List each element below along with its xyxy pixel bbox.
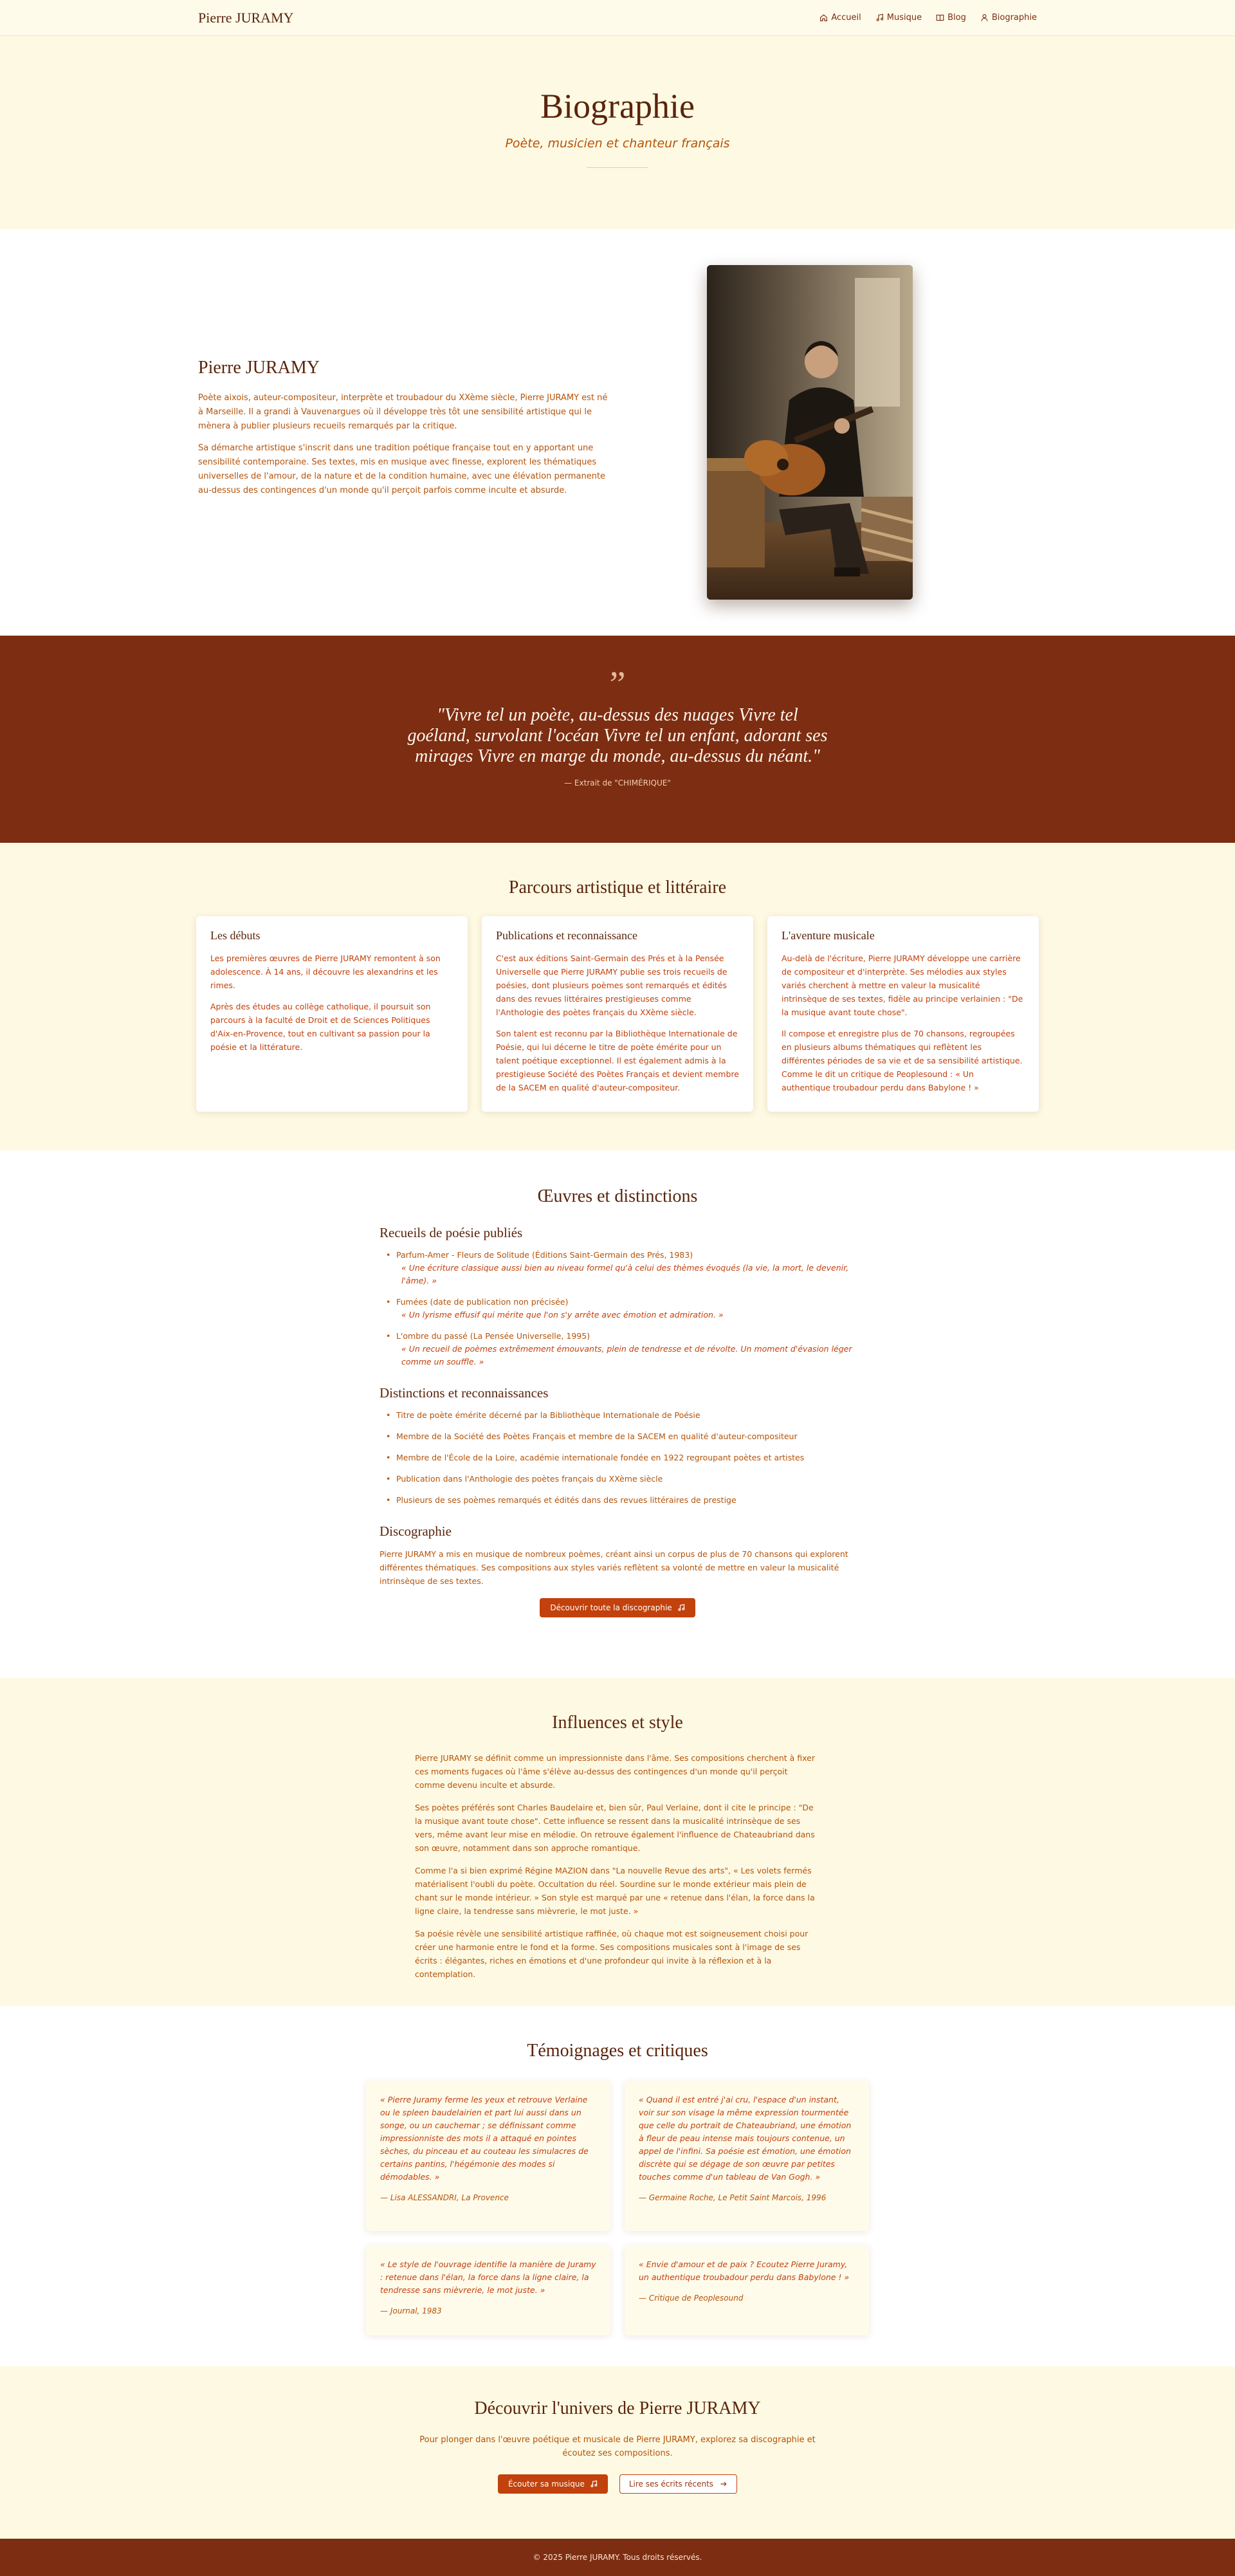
card-paragraph: Son talent est reconnu par la Bibliothèque Internationale de Poésie, qui lui décerne le titre de poète émérite pour un talent poétique exceptionnel. Il est également admis à la prestigieuse Société des Poètes Français et devient membre de la SACEM en qualité d'auteur-compositeur. bbox=[496, 1029, 739, 1092]
list-item: • Fumées (date de publication non précisée) « Un lyrisme effusif qui mérite que l'on s'y arrête avec émotion et admiration. » bbox=[396, 1296, 855, 1321]
quote-text: "Vivre tel un poète, au-dessus des nuages Vivre tel goéland, survolant l'océan Vivre tel un enfant, adorant ses mirages Vivre en marge du monde, au-dessus du néant." bbox=[407, 705, 828, 766]
distinctions-heading: Distinctions et reconnaissances bbox=[380, 1385, 549, 1401]
list-item: • Membre de la Société des Poètes Français et membre de la SACEM en qualité d'auteur-compositeur bbox=[396, 1430, 855, 1443]
testimonial-card bbox=[366, 2245, 610, 2335]
home-icon bbox=[819, 14, 828, 22]
music-icon bbox=[590, 2480, 598, 2488]
testimonial-author: — Lisa ALESSANDRI, La Provence bbox=[380, 2193, 509, 2202]
oeuvres-content bbox=[380, 1225, 855, 1617]
influence-paragraph: Comme l'a si bien exprimé Régine MAZION dans "La nouvelle Revue des arts", « Les volets fermés matérialisent l'oubli du poète. Occultation du réel. Sourdine sur le monde extérieur mais plein de chant sur le monde intérieur. » Son style est marqué par une « retenue dans l'élan, la force dans la ligne claire, la tendresse sans mièvrerie, le mot juste. » bbox=[415, 1866, 815, 1916]
recueils-heading: Recueils de poésie publiés bbox=[380, 1225, 523, 1240]
discover-buttons bbox=[0, 2474, 1235, 2494]
card-title: Publications et reconnaissance bbox=[496, 929, 637, 942]
testimonial-text: « Pierre Juramy ferme les yeux et retrouve Verlaine ou le spleen baudelairien et part lui aussi dans un songe, ou un cauchemar ; se définissant comme impressionniste des mots il a attaqué en pointes sèches, du pinceau et au couteau les simulacres de certains pantins, l'hégémonie des modes si démodables. » bbox=[380, 2095, 589, 2182]
section-title: Découvrir l'univers de Pierre JURAMY bbox=[474, 2398, 761, 2418]
review-quote: « Un lyrisme effusif qui mérite que l'on s'y arrête avec émotion et admiration. » bbox=[401, 1310, 724, 1320]
book-icon bbox=[936, 14, 944, 22]
temoignages-section bbox=[0, 2006, 1235, 2366]
user-icon bbox=[980, 14, 989, 22]
quote-source: — Extrait de "CHIMÉRIQUE" bbox=[564, 778, 671, 787]
listen-music-button[interactable]: Écouter sa musique bbox=[498, 2474, 608, 2494]
site-footer bbox=[0, 2539, 1235, 2576]
hero-section bbox=[0, 36, 1235, 229]
parcours-cards bbox=[0, 916, 1235, 1112]
read-writings-button[interactable]: Lire ses écrits récents bbox=[619, 2474, 737, 2494]
testimonial-text: « Le style de l'ouvrage identifie la manière de Juramy : retenue dans l'élan, la force dans la ligne claire, la tendresse sans mièvrerie, le mot juste. » bbox=[380, 2259, 596, 2295]
quote-section bbox=[0, 636, 1235, 843]
hero-divider bbox=[587, 167, 648, 168]
influences-content bbox=[415, 1751, 820, 1981]
copyright-text: © 2025 Pierre JURAMY. Tous droits réservés. bbox=[533, 2553, 702, 2562]
testimonial-text: « Envie d'amour et de paix ? Ecoutez Pierre Juramy, un authentique troubadour perdu dans Babylone ! » bbox=[639, 2259, 850, 2282]
card-title: Les débuts bbox=[210, 929, 261, 942]
music-icon bbox=[677, 1604, 685, 1612]
testimonial-text: « Quand il est entré j'ai cru, l'espace d'un instant, voir sur son visage la même expression tourmentée que celle du portrait de Chateaubriand, une émotion à fleur de peau intense mais toujours contenue, un appel de l'infini. Sa poésie est émotion, une émotion discrète qui se dégage de son œuvre par petites touches comme d'un tableau de Van Gogh. » bbox=[639, 2095, 852, 2182]
card-paragraph: C'est aux éditions Saint-Germain des Prés et à la Pensée Universelle que Pierre JURAMY publie ses trois recueils de poésies, dont plusieurs poèmes sont remarqués et édités dans des revues littéraires prestigieuses comme l'Anthologie des poètes français du XXème siècle. bbox=[496, 953, 727, 1017]
parcours-card bbox=[196, 916, 468, 1112]
distinctions-list bbox=[380, 1409, 855, 1507]
testimonial-card bbox=[625, 2081, 869, 2231]
guitarist-photo-illustration bbox=[707, 265, 913, 600]
influence-paragraph: Pierre JURAMY se définit comme un impressionniste dans l'âme. Ses compositions cherchent à fixer ces moments fugaces où l'âme s'élève au-dessus des contingences d'un monde qu'il perçoit comme devenu inculte et absurde. bbox=[415, 1753, 815, 1790]
testimonial-card bbox=[625, 2245, 869, 2335]
site-brand[interactable]: Pierre JURAMY bbox=[198, 9, 294, 26]
testimonial-author: — Germaine Roche, Le Petit Saint Marcois, 1996 bbox=[639, 2193, 827, 2202]
card-paragraph: Il compose et enregistre plus de 70 chansons, regroupées en plusieurs albums thématiques qui reflètent les différentes périodes de sa vie et de sa sensibilité artistique. Comme le dit un critique de Peoplesound : « Un authentique troubadour perdu dans Babylone ! » bbox=[782, 1029, 1023, 1092]
portrait-photo bbox=[707, 265, 913, 600]
discover-text: Pour plonger dans l'œuvre poétique et musicale de Pierre JURAMY, explorez sa discographie et écoutez ses compositions. bbox=[419, 2435, 816, 2458]
about-text bbox=[198, 358, 610, 506]
review-quote: « Un recueil de poèmes extrêmement émouvants, plein de tendresse et de révolte. Un moment d'évasion léger comme un souffle. » bbox=[401, 1344, 852, 1366]
list-item: • Membre de l'École de la Loire, académie internationale fondée en 1922 regroupant poètes et artistes bbox=[396, 1451, 855, 1464]
nav-link-blog[interactable]: Blog bbox=[936, 13, 966, 23]
list-item: • Titre de poète émérite décerné par la Bibliothèque Internationale de Poésie bbox=[396, 1409, 855, 1422]
testimonial-author: — Critique de Peoplesound bbox=[639, 2294, 744, 2303]
list-item: • Parfum-Amer - Fleurs de Solitude (Éditions Saint-Germain des Prés, 1983) « Une écriture classique aussi bien au niveau formel qu'à celui des thèmes évoqués (la vie, la mort, le devenir, l'âme). » bbox=[396, 1249, 855, 1287]
influence-paragraph: Ses poètes préférés sont Charles Baudelaire et, bien sûr, Paul Verlaine, dont il cite le principe : "De la musique avant toute chose". Cette influence se ressent dans la musicalité intrinsèque de ses vers, même avant leur mise en mélodie. On retrouve également l'influence de Chateaubriand dans son œuvre, notamment dans son approche romantique. bbox=[415, 1803, 815, 1853]
parcours-card bbox=[767, 916, 1039, 1112]
nav-links bbox=[819, 13, 1037, 23]
testimonial-author: — Journal, 1983 bbox=[380, 2306, 442, 2315]
list-item: • Plusieurs de ses poèmes remarqués et édités dans des revues littéraires de prestige bbox=[396, 1494, 855, 1507]
oeuvres-section bbox=[0, 1150, 1235, 1678]
influences-section bbox=[0, 1678, 1235, 2006]
top-nav bbox=[0, 0, 1235, 36]
nav-link-musique[interactable]: Musique bbox=[875, 13, 922, 23]
discography-button[interactable]: Découvrir toute la discographie bbox=[540, 1598, 695, 1617]
page-subtitle: Poète, musicien et chanteur français bbox=[505, 136, 730, 151]
card-paragraph: Au-delà de l'écriture, Pierre JURAMY développe une carrière de compositeur et d'interprète. Ses mélodies aux styles variés cherchent à mettre en valeur la musicalité intrinsèque de ses textes, fidèle au principe verlainien : "De la musique avant toute chose". bbox=[782, 953, 1023, 1017]
card-paragraph: Après des études au collège catholique, il poursuit son parcours à la faculté de Droit et de Sciences Politiques d'Aix-en-Provence, tout en cultivant sa passion pour la poésie et la littérature. bbox=[210, 1002, 431, 1052]
section-title: Influences et style bbox=[552, 1713, 683, 1733]
testimonial-card bbox=[366, 2081, 610, 2231]
influence-paragraph: Sa poésie révèle une sensibilité artistique raffinée, où chaque mot est soigneusement choisi pour créer une harmonie entre le fond et la forme. Ses compositions musicales sont à l'image de ses écrits : élégantes, riches en émotions et d'une profondeur qui invite à la réflexion et à la contemplation. bbox=[415, 1929, 809, 1979]
review-quote: « Une écriture classique aussi bien au niveau formel qu'à celui des thèmes évoqués (la vie, la mort, le devenir, l'âme). » bbox=[401, 1263, 849, 1285]
discover-section bbox=[0, 2366, 1235, 2539]
nav-link-accueil[interactable]: Accueil bbox=[819, 13, 861, 23]
about-section bbox=[0, 229, 1235, 636]
section-title: Œuvres et distinctions bbox=[537, 1186, 698, 1206]
card-paragraph: Les premières œuvres de Pierre JURAMY remontent à son adolescence. À 14 ans, il découvre les alexandrins et les rimes. bbox=[210, 953, 441, 990]
section-title: Témoignages et critiques bbox=[527, 2041, 708, 2061]
page-title: Biographie bbox=[540, 87, 695, 125]
discographie-heading: Discographie bbox=[380, 1523, 452, 1539]
discographie-text: Pierre JURAMY a mis en musique de nombreux poèmes, créant ainsi un corpus de plus de 70 chansons qui explorent différentes thématiques. Ses compositions aux styles variés reflètent sa volonté de mettre en valeur la musicalité intrinsèque de ses textes. bbox=[380, 1549, 848, 1586]
list-item: • L'ombre du passé (La Pensée Universelle, 1995) « Un recueil de poèmes extrêmement émouvants, plein de tendresse et de révolte. Un moment d'évasion léger comme un souffle. » bbox=[396, 1330, 855, 1368]
arrow-right-icon bbox=[720, 2480, 727, 2488]
about-paragraph: Sa démarche artistique s'inscrit dans une tradition poétique française tout en y apportant une sensibilité contemporaine. Ses textes, mis en musique avec finesse, explorent les thématiques universelles de l'amour, de la nature et de la condition humaine, avec une élévation permanente au-dessus des contingences d'un monde qu'il perçoit parfois comme inculte et absurde. bbox=[198, 443, 606, 495]
about-paragraph: Poète aixois, auteur-compositeur, interprète et troubadour du XXème siècle, Pierre JURAMY est né à Marseille. Il a grandi à Vauvenargues où il développe très tôt une sensibilité artistique qui le mènera à publier plusieurs recueils remarqués par la critique. bbox=[198, 393, 608, 431]
list-item: • Publication dans l'Anthologie des poètes français du XXème siècle bbox=[396, 1473, 855, 1486]
recueils-list bbox=[380, 1249, 855, 1368]
quote-icon: ” bbox=[609, 665, 626, 704]
nav-link-biographie[interactable]: Biographie bbox=[980, 13, 1037, 23]
testimonials-grid bbox=[366, 2081, 869, 2335]
parcours-section bbox=[0, 843, 1235, 1150]
about-name: Pierre JURAMY bbox=[198, 358, 320, 378]
parcours-card bbox=[482, 916, 753, 1112]
card-title: L'aventure musicale bbox=[782, 929, 875, 942]
section-title: Parcours artistique et littéraire bbox=[508, 878, 727, 897]
music-icon bbox=[875, 14, 884, 22]
